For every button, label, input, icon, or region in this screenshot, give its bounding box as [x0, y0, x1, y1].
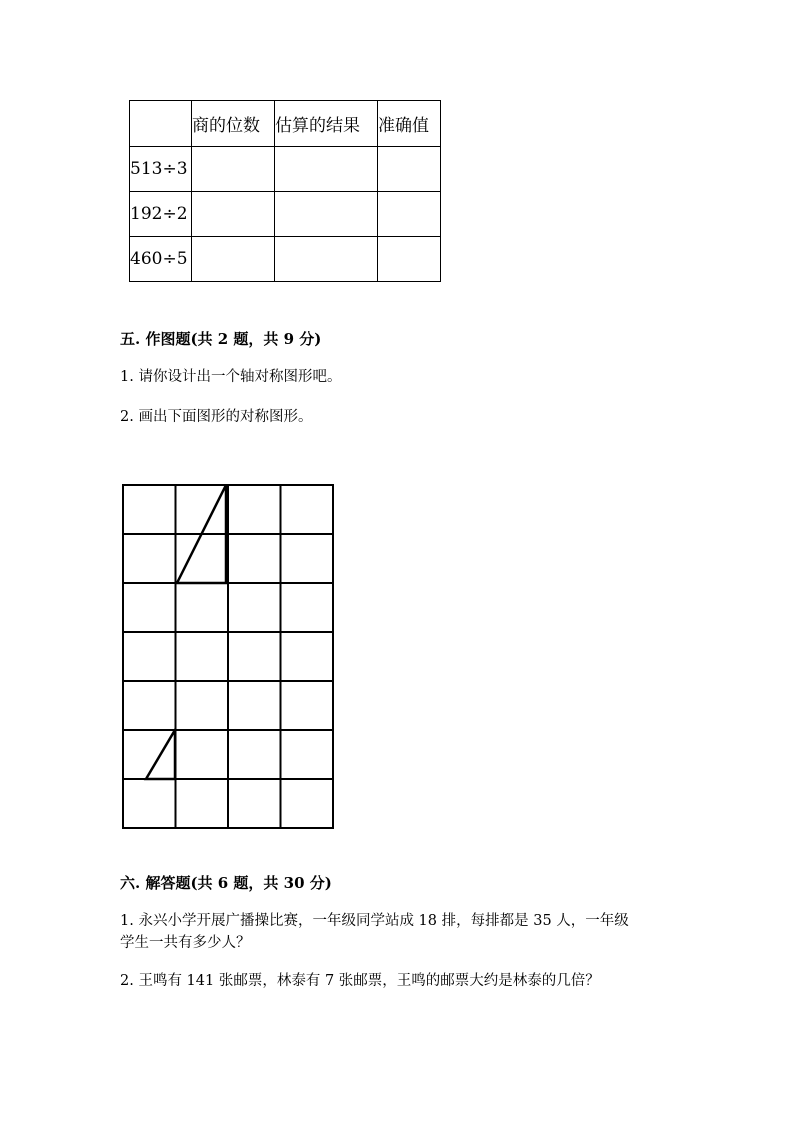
section-6-title: 六. 解答题(共 6 题，共 30 分)	[120, 874, 332, 892]
answer-cell[interactable]	[192, 147, 275, 192]
question-6-1-line1: 1. 永兴小学开展广播操比赛，一年级同学站成 18 排，每排都是 35 人，一年级	[120, 913, 629, 929]
question-6-2: 2. 王鸣有 141 张邮票，林泰有 7 张邮票，王鸣的邮票大约是林泰的几倍？	[120, 973, 600, 989]
answer-cell[interactable]	[192, 237, 275, 282]
table-header-cell: 商的位数	[192, 101, 275, 147]
section-5-title: 五. 作图题(共 2 题，共 9 分)	[120, 330, 322, 348]
grid-lines	[123, 485, 333, 828]
triangle-small	[146, 730, 175, 779]
answer-cell[interactable]	[275, 192, 378, 237]
answer-cell[interactable]	[378, 237, 441, 282]
table-header-cell: 准确值	[378, 101, 441, 147]
grid-svg[interactable]	[121, 483, 337, 833]
expression-cell: 513÷3	[130, 147, 192, 192]
question-5-2: 2. 画出下面图形的对称图形。	[120, 409, 313, 425]
drawing-grid[interactable]	[121, 483, 337, 837]
answer-cell[interactable]	[192, 192, 275, 237]
estimation-table	[129, 100, 441, 282]
answer-cell[interactable]	[275, 237, 378, 282]
answer-cell[interactable]	[378, 147, 441, 192]
table-row	[130, 147, 441, 192]
question-6-1-line2: 学生一共有多少人？	[120, 935, 251, 951]
expression-cell: 460÷5	[130, 237, 192, 282]
answer-cell[interactable]	[275, 147, 378, 192]
table-row	[130, 192, 441, 237]
table-header-cell	[130, 101, 192, 147]
table-header-row	[130, 101, 441, 147]
expression-cell: 192÷2	[130, 192, 192, 237]
question-5-1: 1. 请你设计出一个轴对称图形吧。	[120, 369, 342, 385]
table-header-cell: 估算的结果	[275, 101, 378, 147]
answer-cell[interactable]	[378, 192, 441, 237]
table-row	[130, 237, 441, 282]
